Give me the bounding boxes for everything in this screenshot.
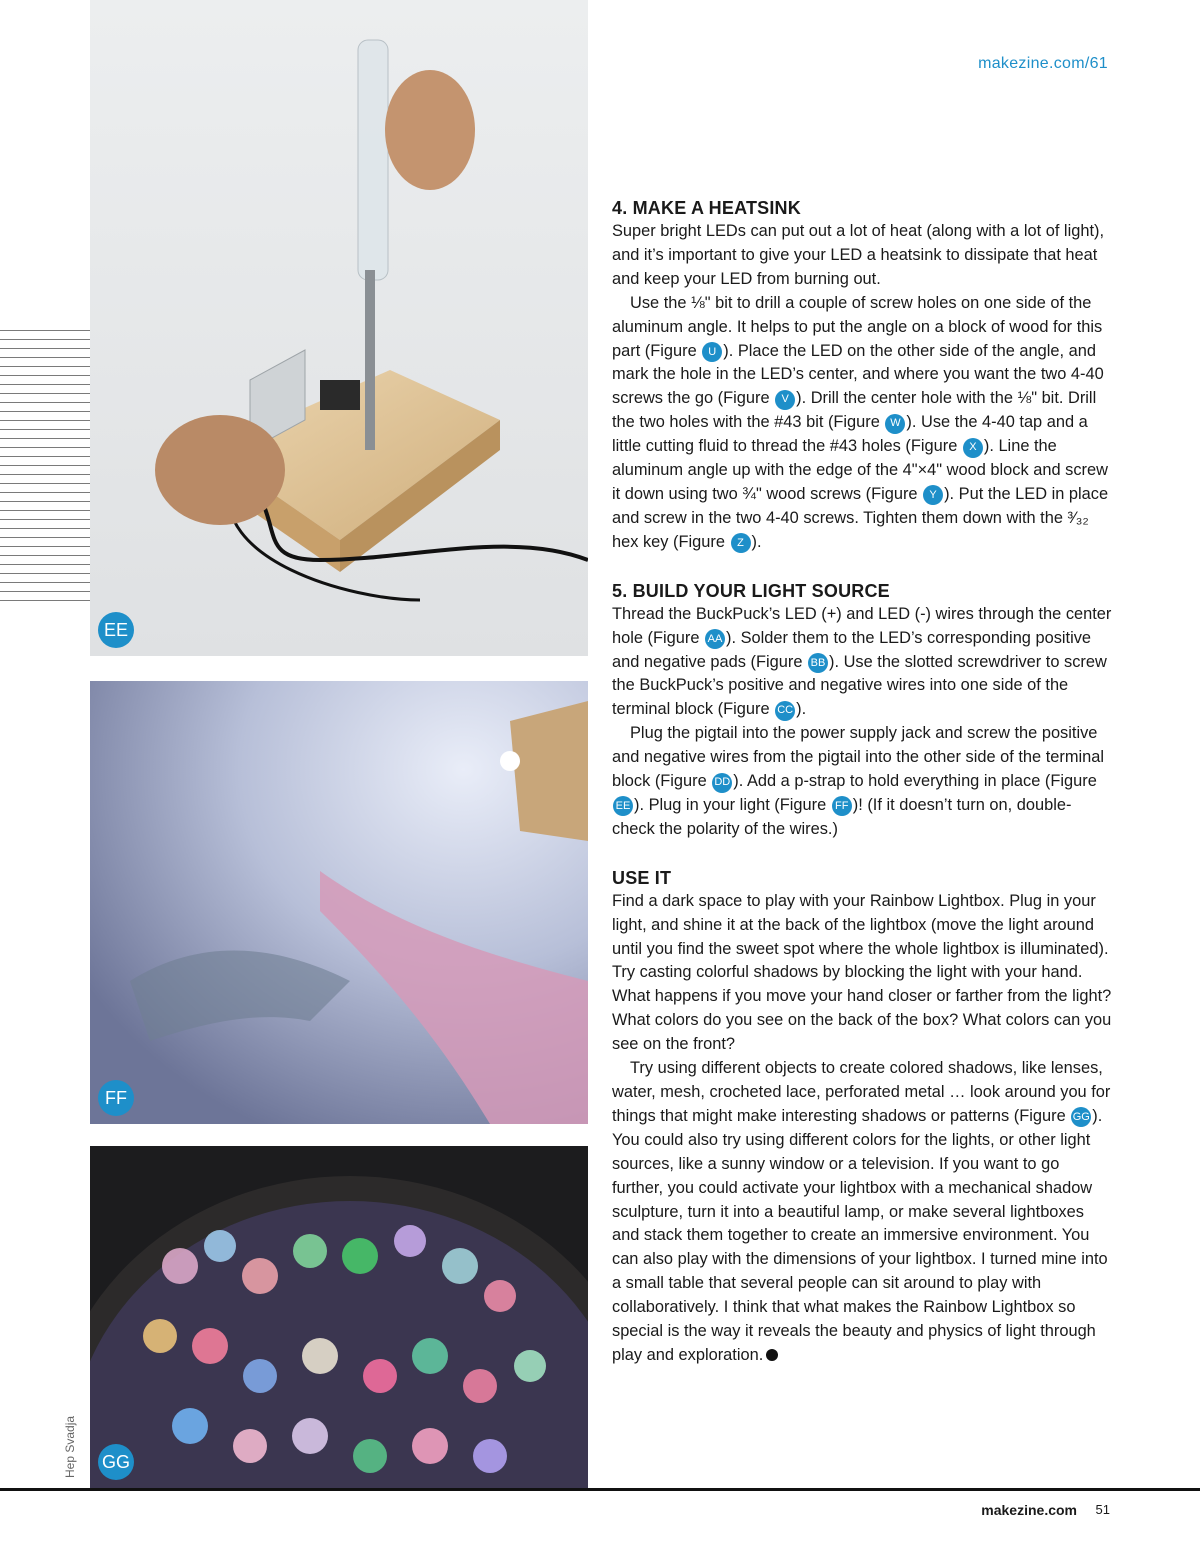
end-of-article-icon: [766, 1349, 778, 1361]
figure-ref-gg: GG: [1071, 1107, 1091, 1127]
page-number: 51: [1095, 1502, 1110, 1517]
paragraph: Try using different objects to create colored shadows, like lenses, water, mesh, crocheted lace, perforated metal … look around you for things that might make interesting shadows or patterns (Figure GG ). You could also try using different colors for the lights, or other light sources, like a sunny window or a television. If you want to go further, you could activate your lightbox with a mechanical shadow sculpture, turn it into a beautiful lamp, or make several lightboxes and stack them together to create an immersive environment. You can also play with the dimensions of your lightbox. I turned mine into a small table that several people can sit around to play with collaboratively. I think that what makes the Rainbow Lightbox so special is the way it reveals the beauty and physics of light through play and exploration.: [612, 1059, 1111, 1364]
figure-badge-gg: GG: [98, 1444, 134, 1480]
figure-badge-ff: FF: [98, 1080, 134, 1116]
article-body: [612, 196, 1112, 1368]
photo-ee-image: [90, 0, 588, 656]
paragraph: Plug the pigtail into the power supply jack and screw the positive and negative wires from the pigtail into the other side of the terminal block (Figure DD ). Add a p-strap to hold everything in place (Figure EE ). Plug in your light (Figure FF )! (If it doesn’t turn on, double-check the polarity of the wires.): [612, 724, 1104, 838]
figure-ref-z: Z: [731, 533, 751, 553]
paragraph: Find a dark space to play with your Rainbow Lightbox. Plug in your light, and shine it at the back of the lightbox (move the light around until you find the sweet spot where the whole lightbox is illuminated). Try casting colorful shadows by blocking the light with your hand. What happens if you move your hand closer or farther from the light? What colors do you see on the back of the box? What colors can you see on the front?: [612, 891, 1112, 1054]
photo-ff-image: [90, 681, 588, 1124]
photo-screwdriver-heatsink: [90, 0, 588, 656]
paragraph: Use the ⅛" bit to drill a couple of screw holes on one side of the aluminum angle. It helps to put the angle on a block of wood for this part (Figure U ). Place the LED on the other side of the angle, and mark the hole in the LED’s center, and where you want the two 4-40 screws the go (Figure V ). Drill the center hole with the ⅛" bit. Drill the two holes with the #43 bit (Figure W ). Use the 4-40 tap and a little cutting fluid to thread the #43 holes (Figure X ). Line the aluminum angle up with the edge of the 4"×4" wood block and screw it down using two ¾" wood screws (Figure Y ). Put the LED in place and screw in the two 4-40 screws. Tighten them down with the ³⁄₃₂ hex key (Figure Z ).: [612, 292, 1112, 555]
footer-site[interactable]: makezine.com: [981, 1502, 1077, 1518]
figure-ref-w: W: [885, 414, 905, 434]
figure-ref-ee: EE: [613, 796, 633, 816]
photo-credit: Hep Svadja: [63, 1415, 77, 1478]
header-url[interactable]: makezine.com/61: [978, 55, 1108, 72]
photo-gg-image: [90, 1146, 588, 1488]
photo-hand-shadow: [90, 681, 588, 1124]
section-heading-light-source: 5. BUILD YOUR LIGHT SOURCE: [612, 580, 890, 601]
photo-lightbox-beads: [90, 1146, 588, 1488]
paragraph: Thread the BuckPuck’s LED (+) and LED (-) wires through the center hole (Figure AA ). Solder them to the LED’s corresponding positive and negative pads (Figure BB ). Use the slotted screwdriver to screw the BuckPuck’s positive and negative wires into one side of the terminal block (Figure CC ).: [612, 603, 1112, 723]
figure-ref-ff: FF: [832, 796, 852, 816]
figure-ref-x: X: [963, 438, 983, 458]
paragraph: Super bright LEDs can put out a lot of heat (along with a lot of light), and it’s important to give your LED a heatsink to dissipate that heat and keep your LED from burning out.: [612, 222, 1105, 288]
section-heading-heatsink: 4. MAKE A HEATSINK: [612, 198, 801, 218]
figure-ref-y: Y: [923, 485, 943, 505]
figure-ref-bb: BB: [808, 653, 828, 673]
figure-ref-v: V: [775, 390, 795, 410]
figure-ref-dd: DD: [712, 773, 732, 793]
footer-rule: [0, 1488, 1200, 1491]
figure-ref-aa: AA: [705, 629, 725, 649]
section-heading-use-it: USE IT: [612, 867, 672, 888]
decorative-stripes: [0, 330, 90, 608]
figure-badge-ee: EE: [98, 612, 134, 648]
figure-ref-cc: CC: [775, 701, 795, 721]
figure-ref-u: U: [702, 342, 722, 362]
